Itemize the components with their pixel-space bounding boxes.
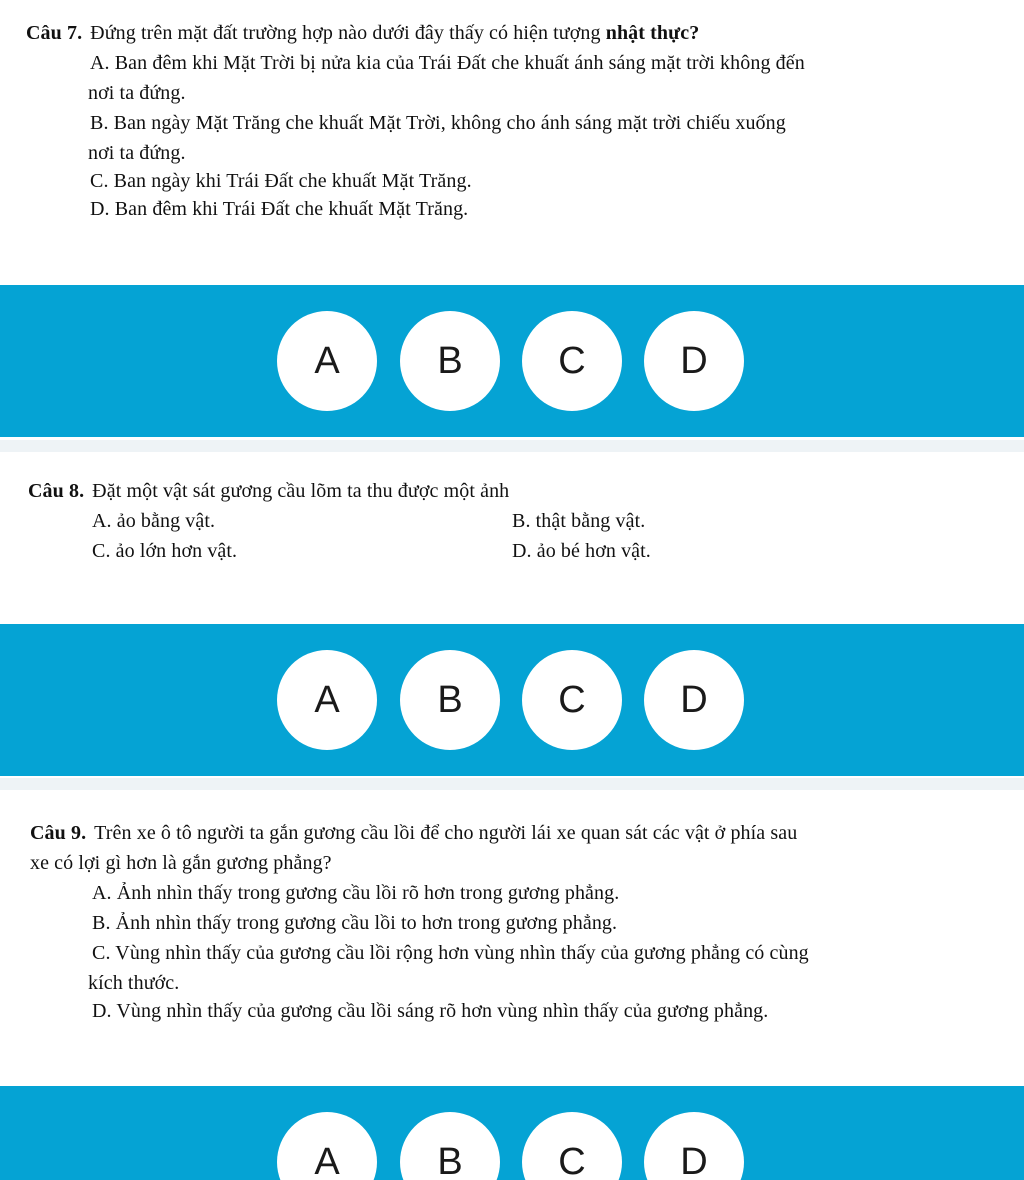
question-9-stem-line2: xe có lợi gì hơn là gắn gương phẳng? [30, 852, 332, 874]
question-8-option-b: B. thật bằng vật. [512, 510, 646, 532]
question-8-stem [28, 478, 509, 504]
question-9-option-c-line1: C. Vùng nhìn thấy của gương cầu lồi rộng hơn vùng nhìn thấy của gương phẳng có cùng [92, 942, 809, 964]
question-7-stem-text: Đứng trên mặt đất trường hợp nào dưới đây thấy có hiện tượng [90, 22, 601, 44]
question-8-number: Câu 8. [28, 480, 85, 502]
question-7-option-b-line1: B. Ban ngày Mặt Trăng che khuất Mặt Trời, không cho ánh sáng mặt trời chiếu xuống [90, 112, 786, 134]
question-8-stem-text: Đặt một vật sát gương cầu lõm ta thu được một ảnh [92, 480, 510, 502]
question-9-stem-text: Trên xe ô tô người ta gắn gương cầu lồi để cho người lái xe quan sát các vật ở phía sau [94, 822, 798, 844]
answer-b-button[interactable]: B [400, 311, 500, 411]
answer-band-question-7 [0, 285, 1024, 437]
question-9-option-d: D. Vùng nhìn thấy của gương cầu lồi sáng rõ hơn vùng nhìn thấy của gương phẳng. [92, 1000, 769, 1022]
answer-band-question-9 [0, 1086, 1024, 1180]
question-9 [0, 790, 1024, 1086]
question-9-option-c-line2: kích thước. [88, 972, 180, 994]
question-7-option-d: D. Ban đêm khi Trái Đất che khuất Mặt Trăng. [90, 198, 469, 220]
question-7-option-a-line1: A. Ban đêm khi Mặt Trời bị nửa kia của Trái Đất che khuất ánh sáng mặt trời không đến [90, 52, 805, 74]
question-7 [0, 0, 1024, 285]
answer-c-button[interactable]: C [522, 311, 622, 411]
answer-a-button[interactable]: A [277, 1112, 377, 1180]
question-9-stem-line1 [30, 820, 797, 846]
question-7-stem [26, 20, 699, 46]
answer-d-button[interactable]: D [644, 311, 744, 411]
question-7-number: Câu 7. [26, 22, 83, 44]
question-9-option-a: A. Ảnh nhìn thấy trong gương cầu lồi rõ hơn trong gương phẳng. [92, 882, 620, 904]
answer-d-button[interactable]: D [644, 650, 744, 750]
question-8-option-c: C. ảo lớn hơn vật. [92, 540, 238, 562]
question-7-option-b-line2: nơi ta đứng. [88, 142, 186, 164]
question-8-option-a: A. ảo bằng vật. [92, 510, 216, 532]
question-8 [0, 452, 1024, 624]
answer-b-button[interactable]: B [400, 650, 500, 750]
divider [0, 440, 1024, 452]
divider [0, 778, 1024, 790]
answer-c-button[interactable]: C [522, 650, 622, 750]
question-7-option-a-line2: nơi ta đứng. [88, 82, 186, 104]
question-8-option-d: D. ảo bé hơn vật. [512, 540, 651, 562]
answer-a-button[interactable]: A [277, 650, 377, 750]
question-9-option-b: B. Ảnh nhìn thấy trong gương cầu lồi to hơn trong gương phẳng. [92, 912, 618, 934]
question-9-number: Câu 9. [30, 822, 87, 844]
answer-d-button[interactable]: D [644, 1112, 744, 1180]
question-7-stem-bold: nhật thực? [605, 22, 700, 44]
question-7-option-c: C. Ban ngày khi Trái Đất che khuất Mặt Trăng. [90, 170, 472, 192]
answer-a-button[interactable]: A [277, 311, 377, 411]
answer-b-button[interactable]: B [400, 1112, 500, 1180]
answer-band-question-8 [0, 624, 1024, 776]
answer-c-button[interactable]: C [522, 1112, 622, 1180]
